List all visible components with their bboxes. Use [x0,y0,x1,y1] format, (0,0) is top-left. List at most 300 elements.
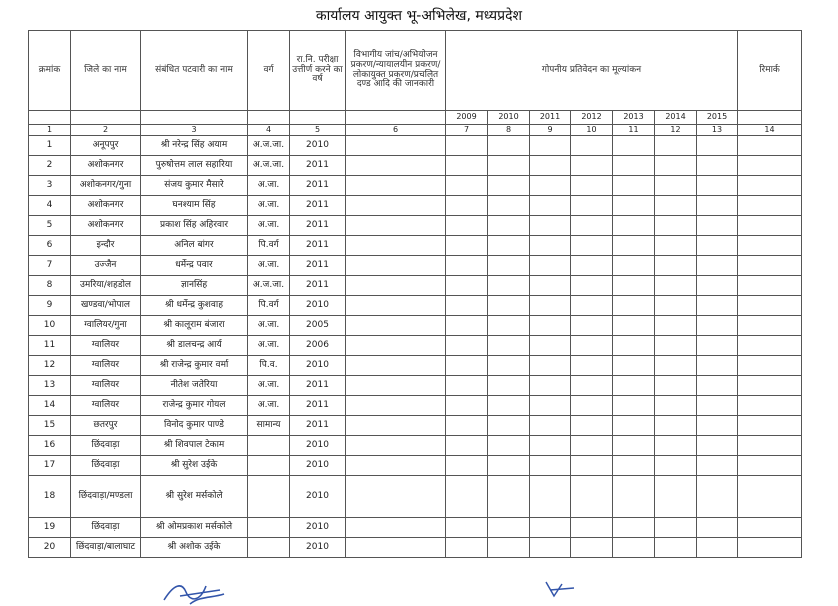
row-category: अ.जा. [248,196,290,216]
row-exam-year: 2010 [290,136,346,156]
row-exam-year: 2010 [290,456,346,476]
table-row [29,436,802,456]
row-category: पि.वर्ग [248,296,290,316]
empty-cell [613,176,655,196]
row-no: 9 [29,296,71,316]
col-number: 6 [346,125,446,136]
register-table [28,30,802,558]
col-number: 14 [738,125,802,136]
empty-cell [697,196,738,216]
empty-cell [738,416,802,436]
empty-cell [571,156,613,176]
row-no: 11 [29,336,71,356]
empty-cell [488,518,530,538]
row-name: श्री ओमप्रकाश मर्सकोले [141,518,248,538]
empty-cell [346,356,446,376]
row-no: 4 [29,196,71,216]
row-district: छिंदवाड़ा [71,518,141,538]
empty-cell [488,156,530,176]
empty-cell [613,476,655,518]
empty-cell [613,376,655,396]
col-number: 8 [488,125,530,136]
table-row [29,236,802,256]
row-no: 20 [29,538,71,558]
signature-left [160,578,230,606]
empty-cell [613,296,655,316]
row-no: 12 [29,356,71,376]
empty-cell [346,236,446,256]
empty-cell [697,376,738,396]
empty-cell [530,196,571,216]
table-row [29,416,802,436]
year-cell: 2010 [488,111,530,125]
empty-cell [488,316,530,336]
empty-cell [446,538,488,558]
empty-cell [530,236,571,256]
empty-cell [530,276,571,296]
row-exam-year: 2011 [290,176,346,196]
empty-cell [738,396,802,416]
row-name: राजेन्द्र कुमार गोयल [141,396,248,416]
empty-cell [530,356,571,376]
empty-cell [655,376,697,396]
row-category: अ.जा. [248,336,290,356]
empty-cell [346,256,446,276]
empty-cell [488,376,530,396]
empty-cell [571,236,613,256]
col-number: 2 [71,125,141,136]
empty-cell [346,156,446,176]
empty-cell [446,316,488,336]
empty-cell [446,176,488,196]
empty-cell [571,176,613,196]
empty-cell [346,296,446,316]
empty-cell [697,476,738,518]
row-name: श्री राजेन्द्र कुमार वर्मा [141,356,248,376]
col-number: 13 [697,125,738,136]
empty-cell [655,456,697,476]
empty-cell [446,456,488,476]
empty-cell [446,216,488,236]
year-cell: 2015 [697,111,738,125]
empty-cell [571,136,613,156]
empty-cell [613,436,655,456]
header-gopniya: गोपनीय प्रतिवेदन का मूल्यांकन [446,31,738,111]
empty-cell [738,518,802,538]
row-district: उज्जैन [71,256,141,276]
row-no: 7 [29,256,71,276]
row-name: श्री सुरेश उईके [141,456,248,476]
empty-cell [488,436,530,456]
row-category: अ.ज.जा. [248,156,290,176]
row-category [248,538,290,558]
row-exam-year: 2011 [290,396,346,416]
empty-cell [530,456,571,476]
row-exam-year: 2011 [290,196,346,216]
empty-cell [571,296,613,316]
empty-cell [446,256,488,276]
empty-cell [488,456,530,476]
empty-cell [613,216,655,236]
empty-cell [446,518,488,538]
empty-cell [697,538,738,558]
row-name: प्रकाश सिंह अहिरवार [141,216,248,236]
row-category [248,476,290,518]
empty-cell [738,456,802,476]
row-category: अ.जा. [248,256,290,276]
row-name: श्री अशोक उईके [141,538,248,558]
empty-cell [571,216,613,236]
empty-cell [571,538,613,558]
row-exam-year: 2010 [290,296,346,316]
row-no: 3 [29,176,71,196]
empty-cell [738,176,802,196]
row-category [248,456,290,476]
table-row [29,296,802,316]
row-district: छिंदवाड़ा/बालाघाट [71,538,141,558]
empty-cell [613,316,655,336]
row-district: ग्वालियर [71,356,141,376]
row-exam-year: 2011 [290,376,346,396]
table-row [29,196,802,216]
row-category [248,518,290,538]
empty-cell [697,236,738,256]
row-name: अनिल बांगर [141,236,248,256]
row-no: 5 [29,216,71,236]
year-cell: 2009 [446,111,488,125]
empty-cell [697,136,738,156]
row-no: 18 [29,476,71,518]
empty-cell [446,136,488,156]
year-blank [738,111,802,125]
row-exam-year: 2010 [290,476,346,518]
empty-cell [613,156,655,176]
empty-cell [613,196,655,216]
row-no: 17 [29,456,71,476]
empty-cell [446,356,488,376]
empty-cell [738,196,802,216]
table-row [29,518,802,538]
row-exam-year: 2011 [290,156,346,176]
empty-cell [613,356,655,376]
empty-cell [346,456,446,476]
empty-cell [738,236,802,256]
empty-cell [613,416,655,436]
row-no: 15 [29,416,71,436]
col-number: 12 [655,125,697,136]
row-district: अशोकनगर/गुना [71,176,141,196]
empty-cell [697,416,738,436]
empty-cell [655,176,697,196]
page-title: कार्यालय आयुक्त भू-अभिलेख, मध्यप्रदेश [315,8,523,24]
col-number: 11 [613,125,655,136]
year-blank [346,111,446,125]
empty-cell [530,518,571,538]
empty-cell [530,538,571,558]
col-number: 4 [248,125,290,136]
empty-cell [488,416,530,436]
empty-cell [697,436,738,456]
row-district: अशोकनगर [71,156,141,176]
col-number: 7 [446,125,488,136]
empty-cell [446,476,488,518]
empty-cell [530,176,571,196]
empty-cell [655,156,697,176]
empty-cell [530,336,571,356]
row-name: श्री धर्मेन्द्र कुशवाह [141,296,248,316]
row-exam-year: 2011 [290,236,346,256]
empty-cell [738,436,802,456]
empty-cell [655,136,697,156]
empty-cell [655,216,697,236]
row-no: 16 [29,436,71,456]
empty-cell [613,456,655,476]
header-pariksha: रा.नि. परीक्षा उत्तीर्ण करने का वर्ष [290,31,346,111]
empty-cell [446,296,488,316]
row-category: अ.जा. [248,396,290,416]
table-row [29,476,802,518]
row-name: पुरुषोत्तम लाल सहारिया [141,156,248,176]
empty-cell [613,336,655,356]
empty-cell [488,356,530,376]
row-no: 13 [29,376,71,396]
header-kramank: क्रमांक [29,31,71,111]
row-district: अनूपपुर [71,136,141,156]
row-category: अ.जा. [248,316,290,336]
row-exam-year: 2005 [290,316,346,336]
empty-cell [571,456,613,476]
row-district: ग्वालियर/गुना [71,316,141,336]
empty-cell [346,276,446,296]
row-no: 10 [29,316,71,336]
empty-cell [655,396,697,416]
header-varg: वर्ग [248,31,290,111]
empty-cell [446,196,488,216]
empty-cell [613,236,655,256]
empty-cell [530,156,571,176]
empty-cell [697,518,738,538]
empty-cell [697,256,738,276]
empty-cell [346,336,446,356]
empty-cell [655,356,697,376]
empty-cell [613,256,655,276]
empty-cell [446,336,488,356]
row-exam-year: 2006 [290,336,346,356]
row-exam-year: 2010 [290,436,346,456]
row-no: 6 [29,236,71,256]
row-name: घनश्याम सिंह [141,196,248,216]
empty-cell [346,416,446,436]
empty-cell [530,396,571,416]
row-exam-year: 2011 [290,256,346,276]
empty-cell [738,336,802,356]
row-exam-year: 2011 [290,276,346,296]
row-district: अशोकनगर [71,196,141,216]
empty-cell [655,196,697,216]
empty-cell [738,476,802,518]
empty-cell [346,216,446,236]
empty-cell [346,136,446,156]
empty-cell [655,256,697,276]
empty-cell [738,216,802,236]
table-row [29,156,802,176]
empty-cell [697,456,738,476]
col-number: 9 [530,125,571,136]
empty-cell [738,538,802,558]
empty-cell [738,296,802,316]
empty-cell [571,276,613,296]
row-district: ग्वालियर [71,396,141,416]
year-cell: 2011 [530,111,571,125]
row-district: छिंदवाड़ा [71,456,141,476]
row-district: छतरपुर [71,416,141,436]
empty-cell [488,176,530,196]
row-category: अ.जा. [248,176,290,196]
empty-cell [571,518,613,538]
empty-cell [613,276,655,296]
table-row [29,136,802,156]
row-no: 8 [29,276,71,296]
year-cell: 2012 [571,111,613,125]
empty-cell [738,156,802,176]
table-row [29,276,802,296]
empty-cell [346,176,446,196]
row-district: ग्वालियर [71,336,141,356]
empty-cell [571,336,613,356]
table-row [29,176,802,196]
empty-cell [488,196,530,216]
empty-cell [488,236,530,256]
empty-cell [530,256,571,276]
empty-cell [613,518,655,538]
row-category: अ.जा. [248,216,290,236]
empty-cell [446,236,488,256]
year-blank [71,111,141,125]
empty-cell [738,136,802,156]
empty-cell [697,296,738,316]
empty-cell [346,518,446,538]
table-row [29,316,802,336]
empty-cell [446,396,488,416]
row-category: अ.जा. [248,376,290,396]
row-no: 1 [29,136,71,156]
year-cell: 2014 [655,111,697,125]
empty-cell [346,396,446,416]
row-name: संजय कुमार मैसारे [141,176,248,196]
row-no: 14 [29,396,71,416]
empty-cell [697,156,738,176]
row-category: सामान्य [248,416,290,436]
empty-cell [530,376,571,396]
empty-cell [488,476,530,518]
year-blank [141,111,248,125]
table-row [29,216,802,236]
row-exam-year: 2010 [290,538,346,558]
empty-cell [655,476,697,518]
empty-cell [571,476,613,518]
empty-cell [346,538,446,558]
empty-cell [571,356,613,376]
empty-cell [697,316,738,336]
row-exam-year: 2011 [290,416,346,436]
row-category: पि.व. [248,356,290,376]
empty-cell [530,216,571,236]
empty-cell [571,416,613,436]
empty-cell [346,376,446,396]
empty-cell [655,436,697,456]
empty-cell [697,356,738,376]
table-row [29,396,802,416]
row-district: उमरिया/शहडोल [71,276,141,296]
empty-cell [346,436,446,456]
header-vibhagiya: विभागीय जांच/अभियोजन प्रकरण/न्यायालयीन प्रकरण/लोकायुक्त प्रकरण/प्रचलित दण्ड आदि की जानकारी [346,31,446,111]
empty-cell [530,436,571,456]
col-number: 3 [141,125,248,136]
empty-cell [488,296,530,316]
row-category: अ.ज.जा. [248,276,290,296]
row-name: धर्मेन्द्र पवार [141,256,248,276]
table-row [29,538,802,558]
empty-cell [488,276,530,296]
empty-cell [446,436,488,456]
empty-cell [488,396,530,416]
empty-cell [488,256,530,276]
row-exam-year: 2010 [290,518,346,538]
empty-cell [613,396,655,416]
table-row [29,356,802,376]
row-name: विनोद कुमार पाण्डे [141,416,248,436]
table-row [29,376,802,396]
empty-cell [738,316,802,336]
empty-cell [530,316,571,336]
row-category: पि.वर्ग [248,236,290,256]
row-category [248,436,290,456]
row-exam-year: 2010 [290,356,346,376]
empty-cell [697,396,738,416]
col-number: 1 [29,125,71,136]
empty-cell [738,376,802,396]
row-district: इन्दौर [71,236,141,256]
empty-cell [346,316,446,336]
row-exam-year: 2011 [290,216,346,236]
empty-cell [488,136,530,156]
empty-cell [446,156,488,176]
row-name: नीतेश जतेरिया [141,376,248,396]
empty-cell [446,416,488,436]
row-district: ग्वालियर [71,376,141,396]
row-district: अशोकनगर [71,216,141,236]
empty-cell [655,316,697,336]
empty-cell [655,276,697,296]
empty-cell [571,316,613,336]
empty-cell [738,356,802,376]
header-patwari: संबंधित पटवारी का नाम [141,31,248,111]
row-name: श्री सुरेश मर्सकोले [141,476,248,518]
empty-cell [697,276,738,296]
empty-cell [655,296,697,316]
col-number: 10 [571,125,613,136]
empty-cell [530,476,571,518]
empty-cell [655,236,697,256]
row-name: ज्ञानसिंह [141,276,248,296]
signature-right [540,576,580,602]
row-district: छिंदवाड़ा [71,436,141,456]
empty-cell [346,476,446,518]
empty-cell [446,376,488,396]
empty-cell [530,136,571,156]
row-name: श्री कालूराम बंजारा [141,316,248,336]
empty-cell [655,538,697,558]
